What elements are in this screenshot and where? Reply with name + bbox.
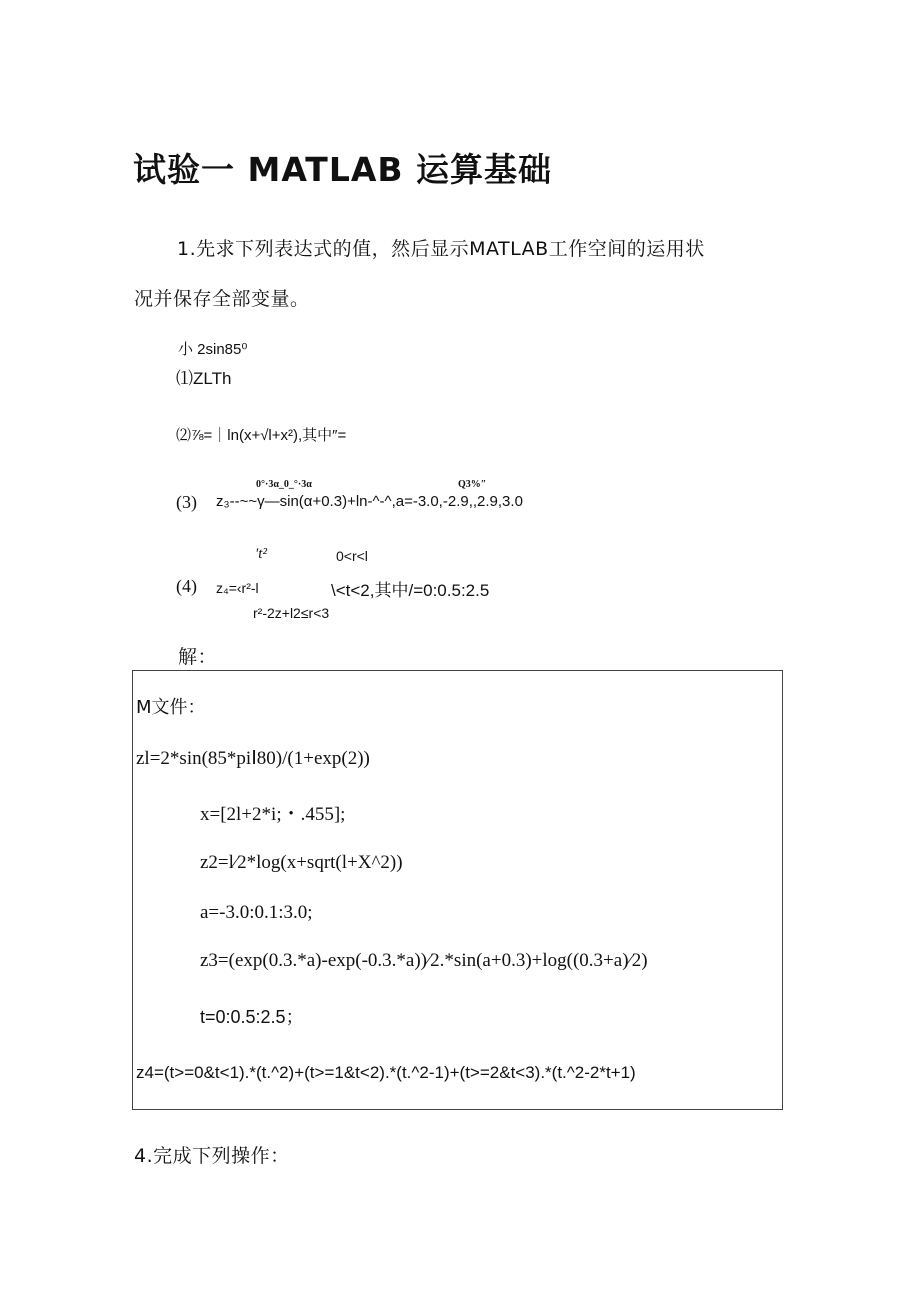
question-1-line-2: 况并保存全部变量。 xyxy=(134,288,310,310)
code-line: zl=2*sin(85*piⅠ80)/(1+exp(2)) xyxy=(136,748,370,769)
item-1-superscript: 小 2sin85⁰ xyxy=(178,341,248,358)
page-title: 试验一 MATLAB 运算基础 xyxy=(133,150,553,189)
code-line: a=-3.0:0.1:3.0; xyxy=(200,902,313,923)
item-3-numerator-right: Q3%″ xyxy=(458,479,487,490)
code-line: z3=(exp(0.3.*a)-exp(-0.3.*a))⁄2.*sin(a+0.3)+log((0.3+a)⁄2) xyxy=(200,950,648,971)
item-3-numerator: 0°·3α_0_°·3α xyxy=(256,479,312,490)
item-4-case-3: r²-2z+l2≤r<3 xyxy=(253,605,330,621)
code-line: z4=(t>=0&t<1).*(t.^2)+(t>=1&t<2).*(t.^2-1)+(t>=2&t<3).*(t.^2-2*t+1) xyxy=(136,1063,636,1082)
item-4-case-1: ′t² xyxy=(255,546,267,562)
item-2-expression: ⑵⅞=｜ln(x+√l+x²),其中″= xyxy=(176,427,347,444)
solution-label: 解： xyxy=(178,646,218,668)
item-3-expression: z₃--~~γ—sin(α+0.3)+ln-^-^,a=-3.0,-2.9,,2.9,3.0 xyxy=(216,493,523,510)
question-1-line-1: 1.先求下列表达式的值，然后显示MATLAB工作空间的运用状 xyxy=(177,238,705,260)
code-line: t=0:0.5:2.5； xyxy=(200,1007,304,1027)
item-3-label: (3) xyxy=(176,492,197,512)
item-4-condition-2: \<t<2,其中/=0:0.5:2.5 xyxy=(331,581,490,600)
item-1-expression: ⑴ZLTh xyxy=(176,369,232,388)
code-line: x=[2l+2*i;・.455]; xyxy=(200,804,346,825)
item-4-condition-1: 0<r<l xyxy=(336,548,368,564)
question-4: 4.完成下列操作： xyxy=(134,1145,290,1167)
m-file-header: M文件： xyxy=(136,697,206,718)
code-box xyxy=(132,670,783,1110)
code-line: z2=l⁄2*log(x+sqrt(l+X^2)) xyxy=(200,852,403,873)
item-4-expression: z₄=‹r²-l xyxy=(216,580,259,596)
item-4-label: (4) xyxy=(176,576,197,596)
